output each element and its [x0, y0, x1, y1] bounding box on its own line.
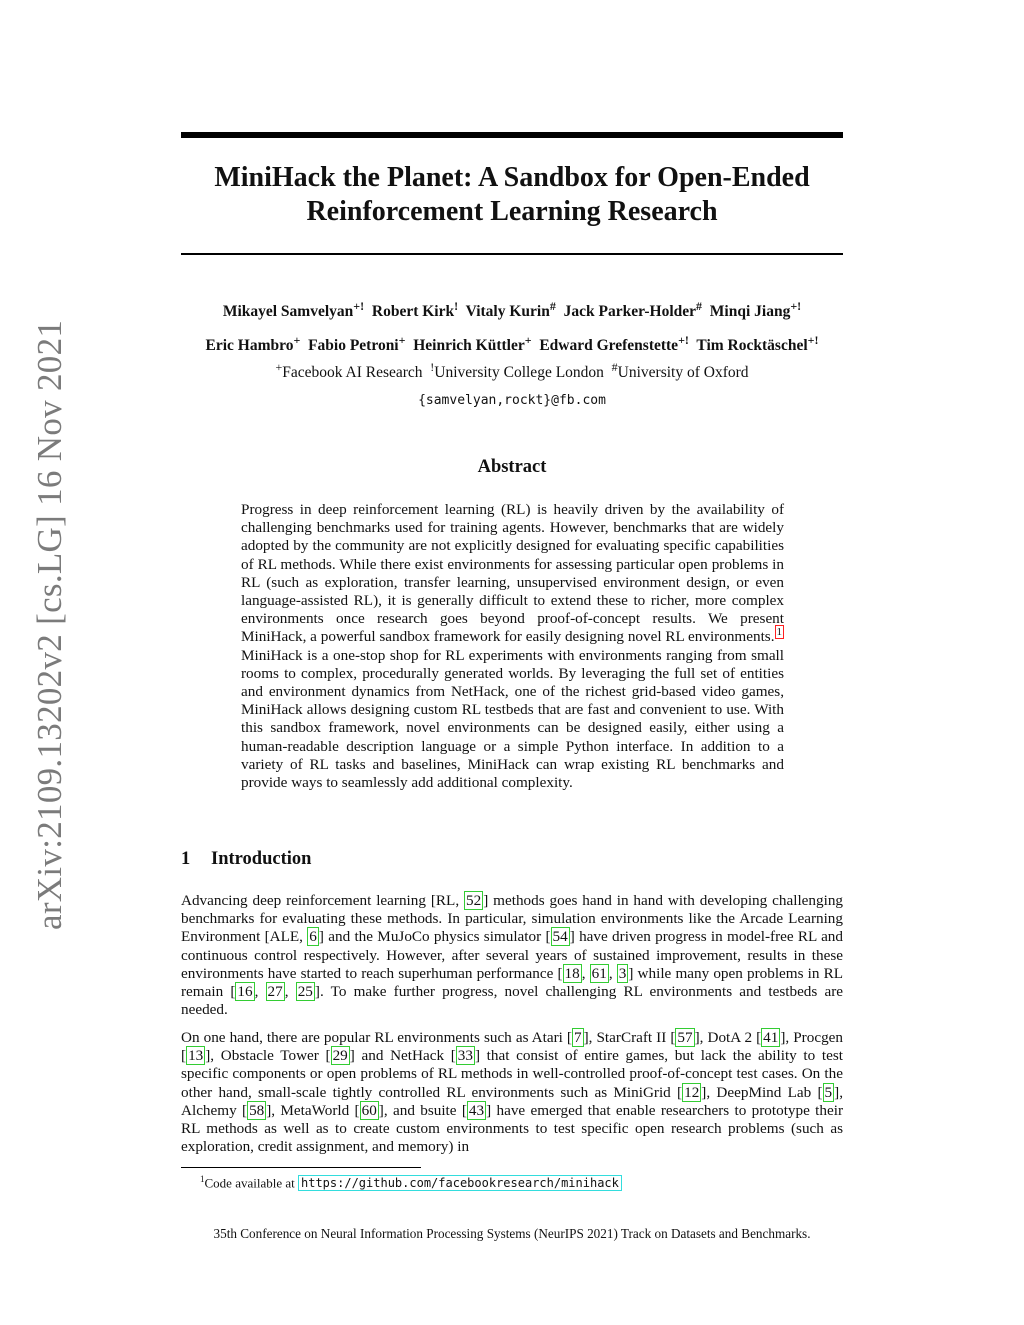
title-top-rule: [181, 132, 843, 138]
author: Eric Hambro+: [205, 333, 301, 355]
intro-paragraph-2: On one hand, there are popular RL environments such as Atari [ 7 ], StarCraft II [ 57 ], DotA 2 [ 41 ], Procgen [ 13 ], Obstacle Tower [ 29 ] and NetHack [ 33 ] that consist of entire games, but lack the ability to test specific components or open problems of RL methods in well-controlled proof-of-concept test cases. On the other hand, small-scale tightly controlled RL environments such as MiniGrid [ 12 ], DeepMind Lab [ 5 ], Alchemy [ 58 ], MetaWorld [ 60 ], and bsuite [ 43 ] have emerged that enable researchers to prototype their RL methods as well as to create custom environments to test specific open research problems (such as exploration, credit assignment, and memory) in: [181, 1029, 843, 1156]
citation-link[interactable]: 27: [267, 983, 283, 1001]
citation-link[interactable]: 25: [297, 983, 313, 1001]
citation-link[interactable]: 13: [188, 1047, 204, 1065]
citation-link[interactable]: 16: [237, 983, 253, 1001]
author: Minqi Jiang+!: [709, 299, 802, 321]
footnote-rule: [181, 1167, 421, 1168]
citation-link[interactable]: 41: [763, 1029, 779, 1046]
citation-link[interactable]: 29: [332, 1047, 348, 1065]
author-line-2: [150, 326, 874, 360]
arxiv-identifier: arXiv:2109.13202v2 [cs.LG] 16 Nov 2021: [30, 319, 69, 930]
citation-link[interactable]: 3: [618, 964, 627, 982]
title-line-2: Reinforcement Learning Research: [306, 196, 718, 227]
citation-link[interactable]: 12: [684, 1083, 700, 1101]
section-heading: [181, 849, 311, 870]
citation-link[interactable]: 33: [457, 1047, 473, 1065]
author: Tim Rocktäschel+!: [696, 333, 819, 355]
citation-link[interactable]: 54: [552, 928, 568, 946]
citation-link[interactable]: 52: [466, 892, 482, 909]
author: Robert Kirk!: [371, 299, 459, 321]
author: Vitaly Kurin#: [465, 299, 556, 321]
affiliation: Facebook AI Research: [282, 364, 423, 382]
citation-link[interactable]: 18: [564, 964, 580, 982]
author-line-1: [150, 292, 874, 326]
citation-link[interactable]: 43: [468, 1101, 485, 1119]
author: Jack Parker-Holder#: [563, 299, 703, 321]
section-title: Introduction: [211, 849, 312, 869]
author: Edward Grefenstette+!: [539, 333, 689, 355]
footnote: $^1$Code available at https://github.com/facebookresearch/minihack: [200, 1174, 622, 1191]
abstract-heading: Abstract: [477, 457, 547, 477]
intro-paragraph-1: Advancing deep reinforcement learning [RL, 52 ] methods goes hand in hand with developing challenging benchmarks for evaluating these methods. In particular, simulation environments like the Arcade Learning Environment [ALE, 6 ] and the MuJoCo physics simulator [ 54 ] have driven progress in model-free RL and continuous control respectively. However, after several years of sustained improvement, results in these environments have started to reach superhuman performance [ 18 , 61 , 3 ] while many open problems in RL remain [ 16 , 27 , 25 ]. To make further progress, novel challenging RL environments and testbeds are needed.: [181, 892, 844, 1019]
citation-link[interactable]: 58: [249, 1101, 265, 1119]
author: Fabio Petroni+: [308, 333, 406, 355]
affiliation: University of Oxford: [617, 364, 749, 382]
footnote-reference[interactable]: 1: [776, 626, 782, 639]
citation-link[interactable]: 60: [361, 1101, 377, 1119]
affiliations: +Facebook AI Research !University College London #University of Oxford: [275, 360, 749, 382]
citation-link[interactable]: 61: [591, 964, 607, 982]
author-list: [150, 292, 874, 360]
title-line-1: MiniHack the Planet: A Sandbox for Open-Ended: [214, 162, 810, 193]
code-link[interactable]: https://github.com/facebookresearch/minihack: [298, 1175, 622, 1191]
citation-link[interactable]: 7: [573, 1029, 582, 1046]
venue-footer: 35th Conference on Neural Information Processing Systems (NeurIPS 2021) Track on Datasets and Benchmarks.: [213, 1226, 811, 1241]
contact-email: {samvelyan,rockt}@fb.com: [418, 393, 606, 408]
citation-link[interactable]: 57: [677, 1029, 693, 1046]
abstract-body: Progress in deep reinforcement learning (RL) is heavily driven by the availability of challenging benchmarks used for training agents. However, benchmarks that are widely adopted by the community are not explicitly designed for evaluating specific capabilities of RL methods. While there exist environments for assessing particular open problems in RL (such as exploration, transfer learning, unsupervised environment design, or even language-assisted RL), it is generally difficult to extend these to richer, more complex environments once research goes beyond proof-of-concept results. We present MiniHack, a powerful sandbox framework for easily designing novel RL environments. $^1$ MiniHack is a one-stop shop for RL experiments with environments ranging from small rooms to complex, procedurally generated worlds. By leveraging the full set of entities and environment dynamics from NetHack, one of the richest grid-based video games, MiniHack allows designing custom RL testbeds that are fast and convenient to use. With this sandbox framework, novel environments can be designed easily, either using a human-readable description language or a simple Python interface. In addition to a variety of RL tasks and baselines, MiniHack can wrap existing RL benchmarks and provide ways to seamlessly add additional complexity.: [241, 501, 784, 792]
section-number: 1: [181, 849, 191, 869]
citation-link[interactable]: 5: [824, 1083, 833, 1101]
title-bottom-rule: [181, 253, 843, 255]
affiliation: University College London: [434, 364, 604, 382]
author: Mikayel Samvelyan+!: [222, 299, 365, 321]
paper-title: [181, 161, 843, 229]
author: Heinrich Küttler+: [413, 333, 532, 355]
citation-link[interactable]: 6: [309, 928, 317, 946]
